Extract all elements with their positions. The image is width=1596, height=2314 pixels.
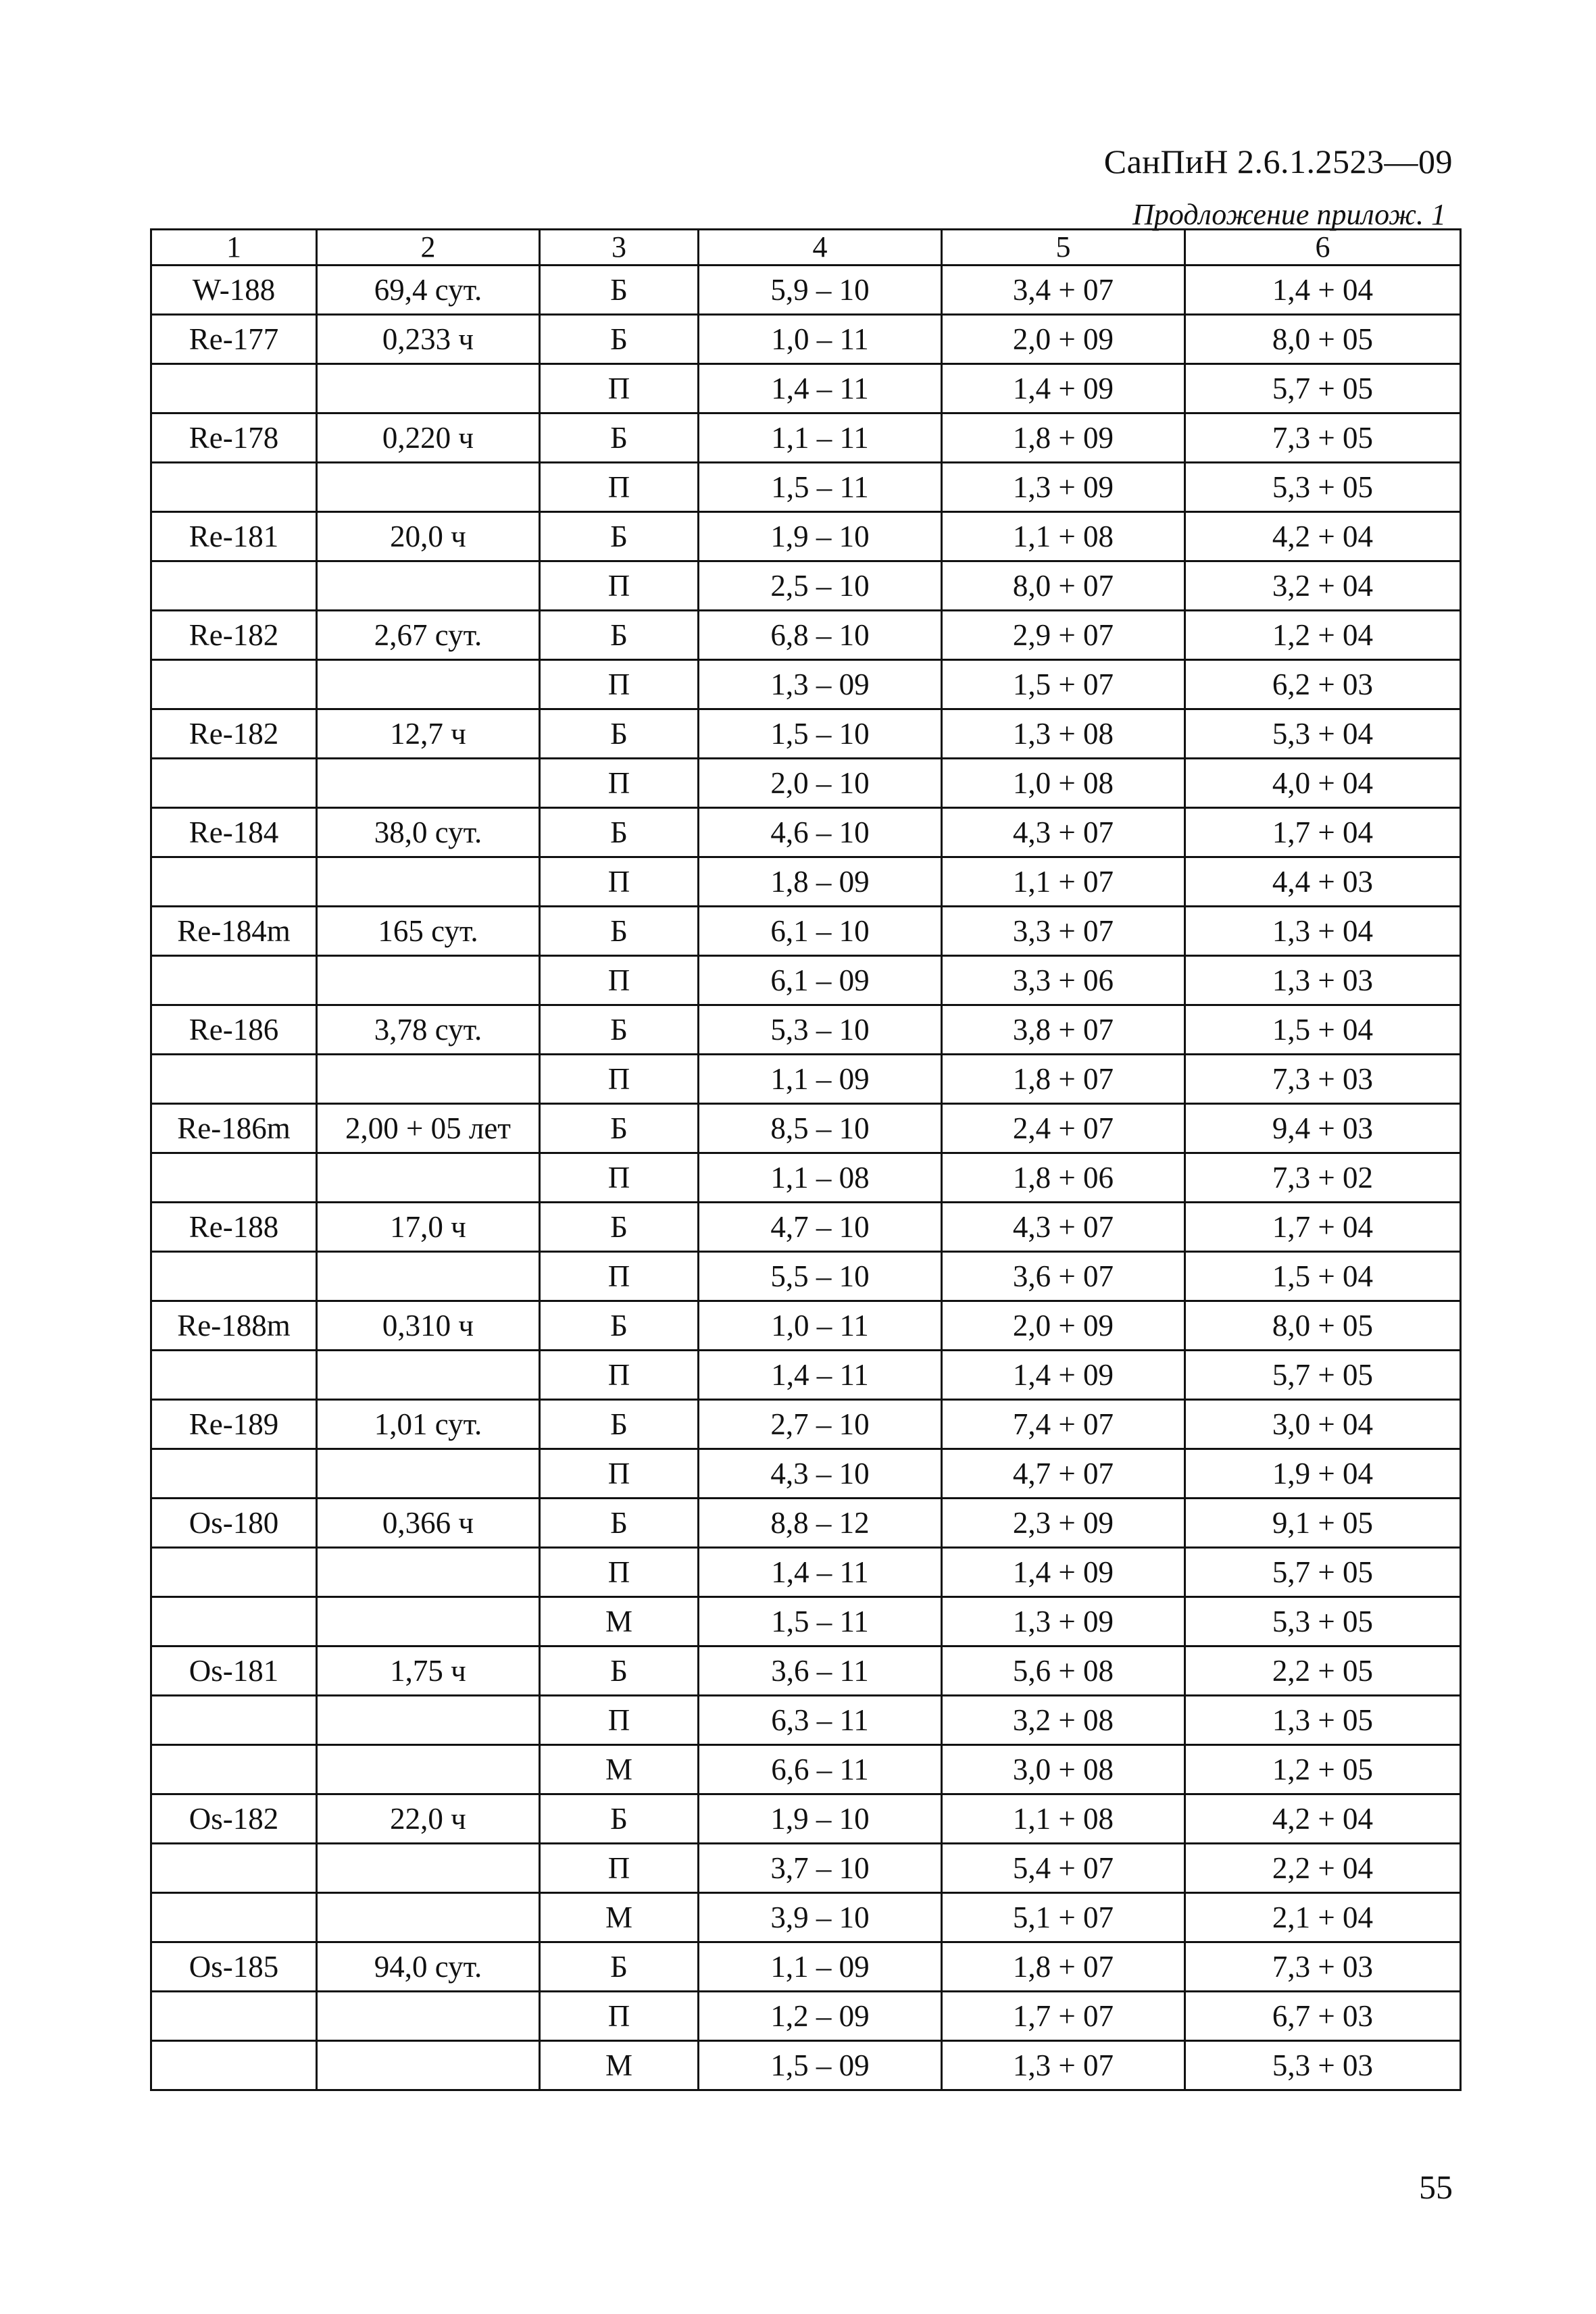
column-5-cell: 3,4 + 07	[942, 266, 1185, 315]
half-life-cell: 22,0 ч	[317, 1794, 540, 1844]
type-cell: П	[540, 463, 699, 512]
table-row	[151, 512, 1461, 561]
column-4-cell: 1,1 – 09	[699, 1942, 942, 1992]
nuclide-cell	[151, 1252, 317, 1301]
table-row	[151, 907, 1461, 956]
half-life-cell: 1,75 ч	[317, 1646, 540, 1696]
column-5-cell: 1,3 + 07	[942, 2041, 1185, 2090]
column-5-cell: 1,7 + 07	[942, 1992, 1185, 2041]
column-6-cell: 3,0 + 04	[1185, 1400, 1461, 1449]
type-cell: П	[540, 1844, 699, 1893]
table-row	[151, 1597, 1461, 1646]
type-cell: Б	[540, 1942, 699, 1992]
column-header-4: 4	[699, 230, 942, 266]
column-4-cell: 6,1 – 10	[699, 907, 942, 956]
half-life-cell: 165 сут.	[317, 907, 540, 956]
column-header-1: 1	[151, 230, 317, 266]
column-4-cell: 1,1 – 08	[699, 1153, 942, 1203]
nuclide-cell	[151, 463, 317, 512]
table-row	[151, 956, 1461, 1005]
half-life-cell	[317, 561, 540, 611]
column-6-cell: 5,3 + 05	[1185, 463, 1461, 512]
column-6-cell: 5,7 + 05	[1185, 1351, 1461, 1400]
column-header-3: 3	[540, 230, 699, 266]
column-5-cell: 1,4 + 09	[942, 1351, 1185, 1400]
type-cell: Б	[540, 1203, 699, 1252]
column-4-cell: 3,6 – 11	[699, 1646, 942, 1696]
column-4-cell: 1,0 – 11	[699, 1301, 942, 1351]
table-row	[151, 709, 1461, 759]
column-5-cell: 2,0 + 09	[942, 1301, 1185, 1351]
type-cell: П	[540, 1153, 699, 1203]
column-6-cell: 7,3 + 03	[1185, 1055, 1461, 1104]
half-life-cell	[317, 2041, 540, 2090]
column-5-cell: 3,0 + 08	[942, 1745, 1185, 1794]
column-4-cell: 1,8 – 09	[699, 857, 942, 907]
half-life-cell	[317, 463, 540, 512]
column-header-2: 2	[317, 230, 540, 266]
type-cell: П	[540, 660, 699, 709]
column-4-cell: 2,5 – 10	[699, 561, 942, 611]
type-cell: П	[540, 759, 699, 808]
column-4-cell: 1,5 – 09	[699, 2041, 942, 2090]
type-cell: П	[540, 1449, 699, 1499]
type-cell: П	[540, 1992, 699, 2041]
column-6-cell: 4,4 + 03	[1185, 857, 1461, 907]
nuclide-cell	[151, 1597, 317, 1646]
column-6-cell: 7,3 + 02	[1185, 1153, 1461, 1203]
column-4-cell: 1,1 – 09	[699, 1055, 942, 1104]
column-6-cell: 1,5 + 04	[1185, 1252, 1461, 1301]
nuclide-cell: W-188	[151, 266, 317, 315]
column-6-cell: 5,3 + 03	[1185, 2041, 1461, 2090]
column-4-cell: 5,3 – 10	[699, 1005, 942, 1055]
nuclide-cell: Os-182	[151, 1794, 317, 1844]
nuclide-cell: Re-178	[151, 413, 317, 463]
column-4-cell: 5,9 – 10	[699, 266, 942, 315]
column-5-cell: 2,3 + 09	[942, 1499, 1185, 1548]
column-5-cell: 2,9 + 07	[942, 611, 1185, 660]
half-life-cell	[317, 1597, 540, 1646]
column-4-cell: 1,4 – 11	[699, 364, 942, 413]
column-4-cell: 4,6 – 10	[699, 808, 942, 857]
table-row	[151, 1844, 1461, 1893]
half-life-cell	[317, 660, 540, 709]
table-row	[151, 1400, 1461, 1449]
table-row	[151, 1992, 1461, 2041]
type-cell: Б	[540, 808, 699, 857]
column-5-cell: 1,4 + 09	[942, 364, 1185, 413]
nuclide-cell: Re-184	[151, 808, 317, 857]
table-row	[151, 1696, 1461, 1745]
column-4-cell: 1,5 – 11	[699, 1597, 942, 1646]
table-row	[151, 857, 1461, 907]
column-5-cell: 1,3 + 09	[942, 463, 1185, 512]
column-5-cell: 1,8 + 09	[942, 413, 1185, 463]
column-5-cell: 2,4 + 07	[942, 1104, 1185, 1153]
table-row	[151, 561, 1461, 611]
column-6-cell: 1,2 + 04	[1185, 611, 1461, 660]
column-6-cell: 1,3 + 05	[1185, 1696, 1461, 1745]
column-6-cell: 5,3 + 04	[1185, 709, 1461, 759]
column-5-cell: 8,0 + 07	[942, 561, 1185, 611]
type-cell: П	[540, 1696, 699, 1745]
half-life-cell: 69,4 сут.	[317, 266, 540, 315]
column-6-cell: 4,2 + 04	[1185, 1794, 1461, 1844]
document-header: СанПиН 2.6.1.2523—09	[1103, 143, 1453, 180]
column-5-cell: 4,3 + 07	[942, 1203, 1185, 1252]
half-life-cell	[317, 1548, 540, 1597]
column-6-cell: 3,2 + 04	[1185, 561, 1461, 611]
table-row	[151, 2041, 1461, 2090]
half-life-cell: 3,78 сут.	[317, 1005, 540, 1055]
table-row	[151, 315, 1461, 364]
column-6-cell: 5,7 + 05	[1185, 1548, 1461, 1597]
column-4-cell: 6,8 – 10	[699, 611, 942, 660]
nuclide-cell: Os-185	[151, 1942, 317, 1992]
column-4-cell: 2,0 – 10	[699, 759, 942, 808]
column-5-cell: 4,7 + 07	[942, 1449, 1185, 1499]
column-5-cell: 1,5 + 07	[942, 660, 1185, 709]
type-cell: П	[540, 1055, 699, 1104]
column-5-cell: 3,8 + 07	[942, 1005, 1185, 1055]
table-row	[151, 413, 1461, 463]
table-row	[151, 1548, 1461, 1597]
table-row	[151, 1203, 1461, 1252]
column-header-5: 5	[942, 230, 1185, 266]
nuclide-cell: Re-186	[151, 1005, 317, 1055]
half-life-cell	[317, 1745, 540, 1794]
nuclide-cell: Re-182	[151, 611, 317, 660]
column-4-cell: 6,1 – 09	[699, 956, 942, 1005]
half-life-cell	[317, 1055, 540, 1104]
column-4-cell: 1,9 – 10	[699, 512, 942, 561]
nuclide-cell: Re-189	[151, 1400, 317, 1449]
column-6-cell: 6,7 + 03	[1185, 1992, 1461, 2041]
table-row	[151, 1153, 1461, 1203]
half-life-cell: 38,0 сут.	[317, 808, 540, 857]
half-life-cell	[317, 759, 540, 808]
table-row	[151, 1104, 1461, 1153]
nuclide-cell: Os-181	[151, 1646, 317, 1696]
column-6-cell: 1,9 + 04	[1185, 1449, 1461, 1499]
type-cell: Б	[540, 512, 699, 561]
half-life-cell	[317, 1844, 540, 1893]
column-6-cell: 1,7 + 04	[1185, 808, 1461, 857]
table-row	[151, 759, 1461, 808]
half-life-cell: 0,220 ч	[317, 413, 540, 463]
type-cell: Б	[540, 1104, 699, 1153]
table-row	[151, 463, 1461, 512]
table-row	[151, 1005, 1461, 1055]
half-life-cell	[317, 956, 540, 1005]
table-row	[151, 1351, 1461, 1400]
type-cell: Б	[540, 315, 699, 364]
nuclide-cell	[151, 1153, 317, 1203]
nuclide-cell: Re-177	[151, 315, 317, 364]
column-4-cell: 6,6 – 11	[699, 1745, 942, 1794]
type-cell: Б	[540, 1794, 699, 1844]
type-cell: П	[540, 561, 699, 611]
half-life-cell	[317, 364, 540, 413]
half-life-cell	[317, 1252, 540, 1301]
column-header-6: 6	[1185, 230, 1461, 266]
column-5-cell: 4,3 + 07	[942, 808, 1185, 857]
nuclide-cell	[151, 759, 317, 808]
column-4-cell: 8,5 – 10	[699, 1104, 942, 1153]
column-4-cell: 1,3 – 09	[699, 660, 942, 709]
column-5-cell: 1,1 + 07	[942, 857, 1185, 907]
half-life-cell: 2,67 сут.	[317, 611, 540, 660]
nuclide-cell: Re-188m	[151, 1301, 317, 1351]
table-header-row	[151, 230, 1461, 266]
column-4-cell: 5,5 – 10	[699, 1252, 942, 1301]
column-6-cell: 1,4 + 04	[1185, 266, 1461, 315]
column-6-cell: 9,4 + 03	[1185, 1104, 1461, 1153]
type-cell: Б	[540, 907, 699, 956]
half-life-cell	[317, 1351, 540, 1400]
type-cell: Б	[540, 1301, 699, 1351]
type-cell: Б	[540, 611, 699, 660]
column-4-cell: 1,2 – 09	[699, 1992, 942, 2041]
table-row	[151, 1942, 1461, 1992]
column-4-cell: 3,7 – 10	[699, 1844, 942, 1893]
half-life-cell	[317, 1696, 540, 1745]
column-4-cell: 3,9 – 10	[699, 1893, 942, 1942]
column-6-cell: 5,7 + 05	[1185, 364, 1461, 413]
column-5-cell: 7,4 + 07	[942, 1400, 1185, 1449]
column-5-cell: 1,4 + 09	[942, 1548, 1185, 1597]
type-cell: М	[540, 1597, 699, 1646]
nuclide-cell: Re-181	[151, 512, 317, 561]
column-5-cell: 3,6 + 07	[942, 1252, 1185, 1301]
nuclide-cell: Re-184m	[151, 907, 317, 956]
type-cell: П	[540, 956, 699, 1005]
nuclide-cell	[151, 660, 317, 709]
column-4-cell: 8,8 – 12	[699, 1499, 942, 1548]
column-6-cell: 7,3 + 05	[1185, 413, 1461, 463]
column-5-cell: 3,3 + 07	[942, 907, 1185, 956]
table-row	[151, 1794, 1461, 1844]
column-6-cell: 4,2 + 04	[1185, 512, 1461, 561]
column-6-cell: 1,3 + 04	[1185, 907, 1461, 956]
half-life-cell: 0,233 ч	[317, 315, 540, 364]
nuclide-cell	[151, 2041, 317, 2090]
nuclide-cell	[151, 857, 317, 907]
column-4-cell: 4,7 – 10	[699, 1203, 942, 1252]
type-cell: П	[540, 1548, 699, 1597]
nuclide-cell	[151, 364, 317, 413]
nuclide-cell	[151, 1745, 317, 1794]
half-life-cell	[317, 1992, 540, 2041]
column-5-cell: 1,3 + 09	[942, 1597, 1185, 1646]
type-cell: Б	[540, 1400, 699, 1449]
column-4-cell: 1,0 – 11	[699, 315, 942, 364]
column-4-cell: 6,3 – 11	[699, 1696, 942, 1745]
column-5-cell: 1,3 + 08	[942, 709, 1185, 759]
type-cell: М	[540, 1893, 699, 1942]
type-cell: Б	[540, 1499, 699, 1548]
table-row	[151, 1499, 1461, 1548]
page-number: 55	[1419, 2168, 1453, 2206]
column-4-cell: 1,9 – 10	[699, 1794, 942, 1844]
nuclide-cell	[151, 1449, 317, 1499]
column-6-cell: 4,0 + 04	[1185, 759, 1461, 808]
column-5-cell: 5,4 + 07	[942, 1844, 1185, 1893]
half-life-cell	[317, 857, 540, 907]
half-life-cell	[317, 1153, 540, 1203]
column-6-cell: 2,2 + 05	[1185, 1646, 1461, 1696]
table-row	[151, 808, 1461, 857]
column-6-cell: 2,2 + 04	[1185, 1844, 1461, 1893]
appendix-continuation-label: Продложение прилож. 1	[1132, 198, 1446, 231]
column-4-cell: 1,4 – 11	[699, 1351, 942, 1400]
nuclide-cell	[151, 1992, 317, 2041]
nuclide-cell	[151, 1055, 317, 1104]
nuclide-cell: Re-182	[151, 709, 317, 759]
table-row	[151, 1893, 1461, 1942]
half-life-cell: 0,366 ч	[317, 1499, 540, 1548]
column-6-cell: 8,0 + 05	[1185, 1301, 1461, 1351]
type-cell: П	[540, 1351, 699, 1400]
half-life-cell: 94,0 сут.	[317, 1942, 540, 1992]
column-5-cell: 1,1 + 08	[942, 512, 1185, 561]
table-row	[151, 1055, 1461, 1104]
column-6-cell: 7,3 + 03	[1185, 1942, 1461, 1992]
column-5-cell: 3,3 + 06	[942, 956, 1185, 1005]
nuclide-cell	[151, 1844, 317, 1893]
column-6-cell: 1,3 + 03	[1185, 956, 1461, 1005]
column-6-cell: 1,7 + 04	[1185, 1203, 1461, 1252]
column-4-cell: 1,1 – 11	[699, 413, 942, 463]
nuclide-cell: Re-186m	[151, 1104, 317, 1153]
nuclide-cell	[151, 561, 317, 611]
half-life-cell	[317, 1893, 540, 1942]
column-6-cell: 1,2 + 05	[1185, 1745, 1461, 1794]
type-cell: П	[540, 857, 699, 907]
column-5-cell: 5,6 + 08	[942, 1646, 1185, 1696]
column-4-cell: 4,3 – 10	[699, 1449, 942, 1499]
type-cell: М	[540, 2041, 699, 2090]
type-cell: П	[540, 1252, 699, 1301]
half-life-cell: 0,310 ч	[317, 1301, 540, 1351]
half-life-cell: 2,00 + 05 лет	[317, 1104, 540, 1153]
column-6-cell: 8,0 + 05	[1185, 315, 1461, 364]
column-6-cell: 5,3 + 05	[1185, 1597, 1461, 1646]
table-row	[151, 1449, 1461, 1499]
column-5-cell: 1,8 + 07	[942, 1942, 1185, 1992]
half-life-cell: 17,0 ч	[317, 1203, 540, 1252]
type-cell: Б	[540, 1005, 699, 1055]
table-row	[151, 1646, 1461, 1696]
type-cell: Б	[540, 709, 699, 759]
column-5-cell: 3,2 + 08	[942, 1696, 1185, 1745]
table-row	[151, 660, 1461, 709]
nuclide-cell: Re-188	[151, 1203, 317, 1252]
table-row	[151, 1745, 1461, 1794]
half-life-cell: 1,01 сут.	[317, 1400, 540, 1449]
column-5-cell: 1,8 + 06	[942, 1153, 1185, 1203]
radionuclide-table	[150, 228, 1462, 2091]
half-life-cell: 20,0 ч	[317, 512, 540, 561]
type-cell: Б	[540, 1646, 699, 1696]
column-5-cell: 1,8 + 07	[942, 1055, 1185, 1104]
column-4-cell: 1,4 – 11	[699, 1548, 942, 1597]
table-row	[151, 611, 1461, 660]
column-4-cell: 1,5 – 10	[699, 709, 942, 759]
type-cell: М	[540, 1745, 699, 1794]
column-4-cell: 2,7 – 10	[699, 1400, 942, 1449]
column-5-cell: 1,1 + 08	[942, 1794, 1185, 1844]
type-cell: П	[540, 364, 699, 413]
table-body	[151, 266, 1461, 2090]
nuclide-cell	[151, 1548, 317, 1597]
nuclide-cell	[151, 1696, 317, 1745]
column-6-cell: 9,1 + 05	[1185, 1499, 1461, 1548]
half-life-cell	[317, 1449, 540, 1499]
column-5-cell: 5,1 + 07	[942, 1893, 1185, 1942]
nuclide-cell	[151, 1351, 317, 1400]
table-row	[151, 1252, 1461, 1301]
half-life-cell: 12,7 ч	[317, 709, 540, 759]
nuclide-cell: Os-180	[151, 1499, 317, 1548]
column-6-cell: 2,1 + 04	[1185, 1893, 1461, 1942]
column-6-cell: 6,2 + 03	[1185, 660, 1461, 709]
column-4-cell: 1,5 – 11	[699, 463, 942, 512]
table-row	[151, 1301, 1461, 1351]
table-row	[151, 364, 1461, 413]
nuclide-cell	[151, 956, 317, 1005]
column-5-cell: 2,0 + 09	[942, 315, 1185, 364]
nuclide-cell	[151, 1893, 317, 1942]
column-5-cell: 1,0 + 08	[942, 759, 1185, 808]
column-6-cell: 1,5 + 04	[1185, 1005, 1461, 1055]
type-cell: Б	[540, 266, 699, 315]
table-row	[151, 266, 1461, 315]
type-cell: Б	[540, 413, 699, 463]
